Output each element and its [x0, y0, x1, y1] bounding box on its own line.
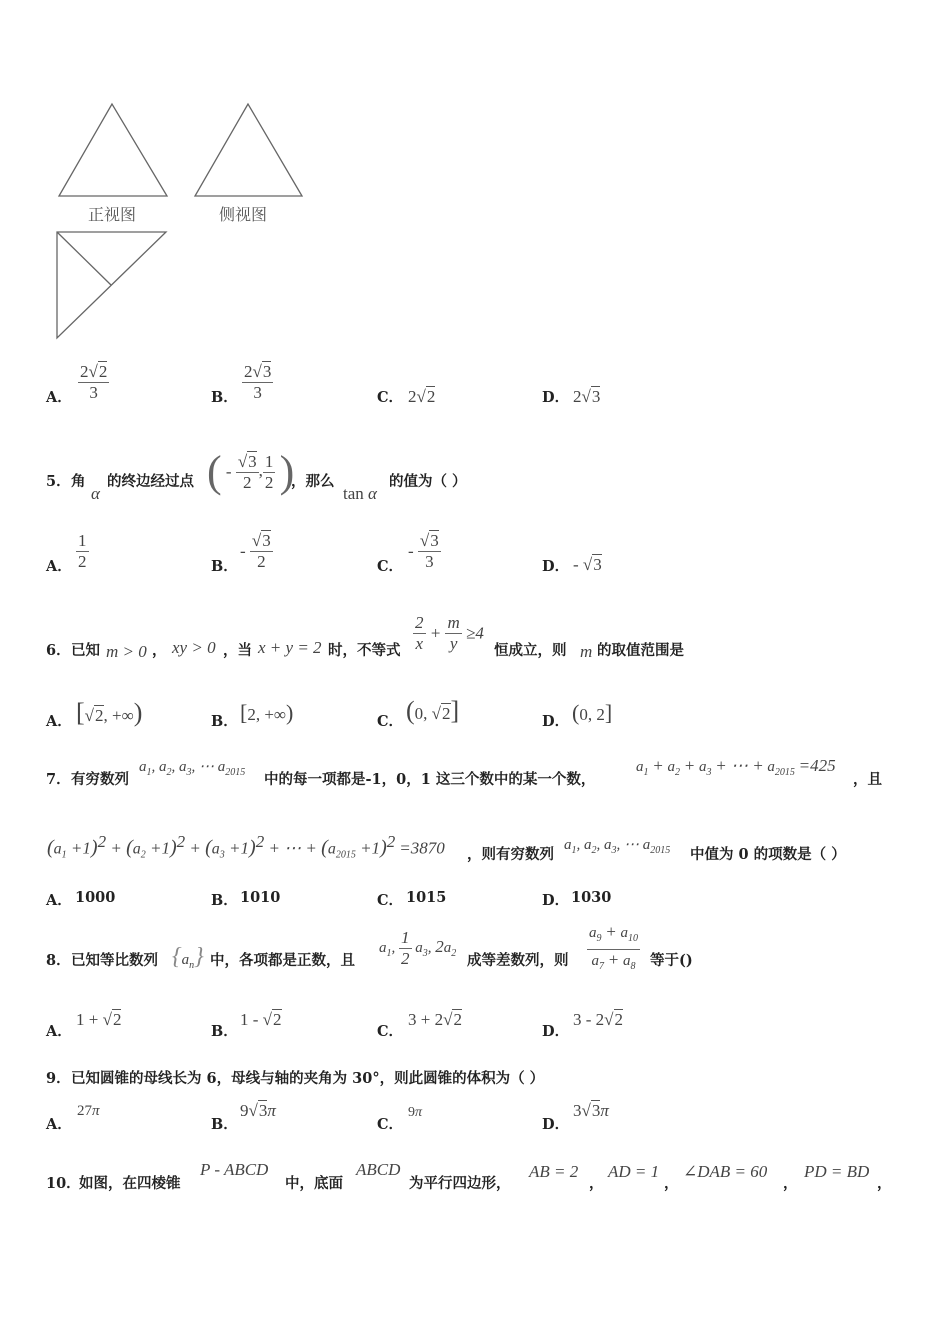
math-m: m [580, 642, 593, 661]
option-label: D． [542, 892, 570, 909]
q8-option-b: 1 - √2 [240, 1010, 282, 1029]
math-sum-equation: $a_1 + a_2 + a_3$ + ⋯ + $a_{2015} =425$ [636, 756, 836, 778]
q9-option-c: 9π [408, 1105, 423, 1120]
option-label: B． [211, 713, 238, 730]
option-label: D． [542, 389, 570, 406]
math-ratio: $\frac{a_9 + a_{10}}{a_7 + a_8}$ [589, 922, 638, 972]
q9-option-b: 9√3π [240, 1101, 276, 1120]
option-label: C． [377, 1116, 404, 1133]
q4-option-b: $\frac{2√3}{3}$ [244, 362, 272, 402]
option-label: D． [542, 1023, 570, 1040]
question-text: ，且 [853, 771, 882, 788]
math-tan-alpha: tan α [343, 484, 377, 503]
math-alpha: α [91, 484, 100, 503]
question-text: 的终边经过点 [107, 473, 194, 490]
option-label: D． [542, 1116, 570, 1133]
math-pyramid: P - ABCD [200, 1160, 269, 1179]
side-view-triangle [195, 104, 302, 196]
question-text: 为平行四边形， [409, 1175, 511, 1192]
question-text: ，那么 [291, 473, 335, 490]
q7-option-b: 1010 [240, 889, 281, 906]
option-label: D． [542, 558, 570, 575]
q6-option-d: (0, 2] [572, 700, 613, 725]
option-label: C． [377, 558, 404, 575]
front-view-label: 正视图 [88, 205, 137, 224]
math-base: ABCD [356, 1160, 401, 1179]
separator: ， [877, 1175, 892, 1192]
separator: ， [589, 1175, 604, 1192]
q6-option-b: [2, +∞) [240, 700, 294, 725]
option-label: A． [46, 1116, 72, 1133]
q8-option-c: 3 + 2√2 [408, 1010, 462, 1029]
square-sum-value: =3870 [399, 838, 445, 858]
math-xy-positive: xy > 0 [172, 638, 216, 657]
q5-option-a: $\frac{1}{2}$ [78, 531, 87, 571]
question-text: 的值为（ ） [389, 473, 467, 490]
three-view-figure [0, 0, 330, 350]
option-label: A． [46, 892, 72, 909]
q5-option-d: - √3 [573, 555, 602, 574]
option-label: A． [46, 558, 72, 575]
option-label: B． [211, 1023, 238, 1040]
question-text: 成等差数列，则 [467, 952, 569, 969]
q5-option-b: - $\frac{√3}{2}$ [240, 531, 271, 571]
question-text: 中的每一项都是-1，0，1 这三个数中的某一个数， [264, 771, 596, 788]
math-pd-bd: PD = BD [804, 1162, 870, 1181]
math-angle-dab: ∠DAB = 60 [683, 1162, 768, 1181]
q5-option-c: - $\frac{√3}{3}$ [408, 531, 439, 571]
question-text: 的取值范围是 [597, 642, 684, 659]
math-terms: $a_1$, $\frac{1}{2}$ $a_3$, $2a_2$ [379, 928, 457, 968]
front-view-triangle [59, 104, 167, 196]
q6-option-a: [√2, +∞) [76, 698, 143, 727]
question-text: 有穷数列 [71, 771, 129, 788]
question-number: 5． [46, 473, 71, 490]
option-label: A． [46, 1023, 72, 1040]
option-label: B． [211, 892, 238, 909]
question-number: 8． [46, 952, 71, 969]
option-label: D． [542, 713, 570, 730]
q8-option-a: 1 + √2 [76, 1010, 122, 1029]
math-point: ( - $\frac{√3}{2}$ , $\frac{1}{2}$ ) [207, 447, 295, 496]
q7-option-c: 1015 [406, 889, 447, 906]
question-text: 中值为 0 的项数是（ ） [690, 846, 846, 863]
sum-value: =425 [798, 756, 836, 775]
question-text: 中，底面 [285, 1175, 343, 1192]
q4-option-c: 2√2 [408, 387, 436, 406]
question-text: 已知等比数列 [71, 952, 158, 969]
math-m-positive: m > 0 [106, 642, 147, 661]
question-text: 中，各项都是正数，且 [210, 952, 355, 969]
q9-option-d: 3√3π [573, 1101, 609, 1120]
q7-option-d: 1030 [571, 889, 612, 906]
question-text: 角 [71, 473, 86, 490]
question-text: 如图，在四棱锥 [79, 1175, 181, 1192]
math-ad: AD = 1 [608, 1162, 660, 1181]
question-text: ，当 [223, 642, 252, 659]
top-view-inner-line [57, 232, 111, 285]
question-text: ， [152, 642, 167, 659]
option-label: C． [377, 389, 404, 406]
q6-option-c: (0, √2] [406, 696, 460, 725]
math-sequence-an: $\{a_n\}$ [172, 944, 204, 971]
option-label: C． [377, 892, 404, 909]
question-number: 6． [46, 642, 71, 659]
q8-option-d: 3 - 2√2 [573, 1010, 624, 1029]
question-text: 等于() [650, 952, 693, 969]
q9-option-a: 27π [77, 1103, 100, 1119]
math-sequence: $a_1$, $a_2$, $a_3$, ⋯ $a_{2015}$ [564, 837, 671, 856]
question-text: 已知 [71, 642, 100, 659]
q7-option-a: 1000 [75, 889, 116, 906]
option-label: C． [377, 1023, 404, 1040]
math-sequence: $a_1$, $a_2$, $a_3$, ⋯ $a_{2015}$ [139, 759, 246, 778]
math-ab: AB = 2 [529, 1162, 579, 1181]
question-number: 10． [46, 1175, 81, 1192]
question-number: 7． [46, 771, 71, 788]
math-square-sum: $(a_1 +1)^2 + (a_2 +1)^2 + (a_3 +1)^2$ + ⋯ + $(a_{2015} +1)^2 =3870$ [47, 832, 445, 861]
question-text: 恒成立，则 [494, 642, 567, 659]
option-label: B． [211, 1116, 238, 1133]
option-label: B． [211, 389, 238, 406]
side-view-label: 侧视图 [219, 205, 268, 224]
option-label: B． [211, 558, 238, 575]
question-text: 时，不等式 [328, 642, 401, 659]
math-inequality: $\frac{2}{x}$ + $\frac{m}{y}$ ≥4 [415, 613, 484, 653]
question-text: 已知圆锥的母线长为 6，母线与轴的夹角为 30°，则此圆锥的体积为（ ） [71, 1070, 545, 1087]
option-label: A． [46, 389, 72, 406]
separator: ， [783, 1175, 798, 1192]
question-text: ，则有穷数列 [467, 846, 554, 863]
option-label: A． [46, 713, 72, 730]
separator: ， [664, 1175, 679, 1192]
option-label: C． [377, 713, 404, 730]
question-number: 9． [46, 1070, 71, 1087]
q4-option-d: 2√3 [573, 387, 601, 406]
q4-option-a: $\frac{2√2}{3}$ [80, 362, 108, 402]
math-x-plus-y: x + y = 2 [258, 638, 322, 657]
